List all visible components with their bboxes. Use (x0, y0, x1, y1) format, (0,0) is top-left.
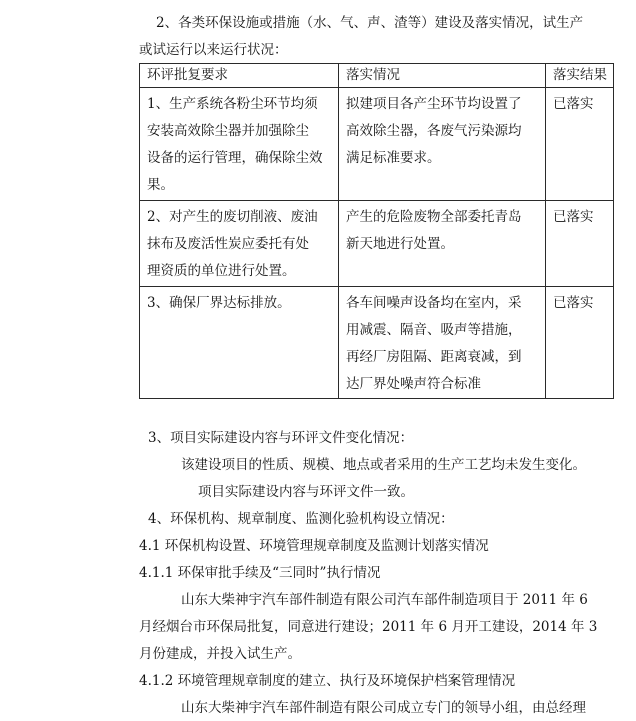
table-row (140, 88, 614, 201)
requirement-text: 1、生产系统各粉尘环节均须 安装高效除尘器并加强除尘 设备的运行管理，确保除尘效 果。 (147, 96, 323, 193)
requirement-cell (140, 201, 339, 287)
result-text: 已落实 (553, 295, 594, 311)
result-text: 已落实 (553, 96, 594, 112)
result-text: 已落实 (553, 209, 594, 225)
section2-heading-line2: 或试运行以来运行状况： (139, 42, 288, 58)
requirements-table (139, 63, 614, 399)
table-header-row (140, 64, 614, 88)
section3-heading: 3、项目实际建设内容与环评文件变化情况： (148, 430, 414, 446)
paragraph1-line3: 月份建成，并投入试生产。 (139, 646, 301, 662)
implementation-cell (339, 88, 546, 201)
header-implementation: 落实情况 (339, 64, 546, 88)
requirement-cell (140, 88, 339, 201)
result-cell (546, 88, 614, 201)
subsection-4-1: 4.1 环保机构设置、环境管理规章制度及监测计划落实情况 (139, 538, 489, 554)
implementation-text: 各车间噪声设备均在室内，采 用减震、隔音、吸声等措施， 再经厂房阻隔、距离衰减，到 达厂界处噪声符合标准 (346, 295, 522, 392)
implementation-cell (339, 287, 546, 399)
table-row (140, 201, 614, 287)
header-result: 落实结果 (546, 64, 614, 88)
section3-line1: 该建设项目的性质、规模、地点或者采用的生产工艺均未发生变化。 (181, 457, 586, 473)
section2-heading-line1: 2、各类环保设施或措施（水、气、声、渣等）建设及落实情况，试生产 (156, 15, 584, 31)
section3-line2: 项目实际建设内容与环评文件一致。 (198, 484, 414, 500)
paragraph1-line2: 月经烟台市环保局批复，同意进行建设；2011 年 6 月开工建设，2014 年 3 (139, 619, 598, 635)
requirement-text: 3、确保厂界达标排放。 (147, 295, 291, 311)
section4-heading: 4、环保机构、规章制度、监测化验机构设立情况： (148, 511, 454, 527)
paragraph1-line1: 山东大柴神宇汽车部件制造有限公司汽车部件制造项目于 2011 年 6 (181, 592, 588, 608)
header-requirement: 环评批复要求 (140, 64, 339, 88)
requirement-cell (140, 287, 339, 399)
requirement-text: 2、对产生的废切削液、废油 抹布及废活性炭应委托有处 理资质的单位进行处置。 (147, 209, 318, 279)
implementation-cell (339, 201, 546, 287)
implementation-text: 拟建项目各产尘环节均设置了 高效除尘器，各废气污染源均 满足标准要求。 (346, 96, 522, 166)
subsection-4-1-1: 4.1.1 环保审批手续及“三同时”执行情况 (139, 565, 381, 581)
implementation-text: 产生的危险废物全部委托青岛 新天地进行处置。 (346, 209, 522, 252)
subsection-4-1-2: 4.1.2 环境管理规章制度的建立、执行及环境保护档案管理情况 (139, 673, 516, 689)
table-row (140, 287, 614, 399)
paragraph2-line1: 山东大柴神宇汽车部件制造有限公司成立专门的领导小组，由总经理 (181, 700, 586, 716)
result-cell (546, 201, 614, 287)
result-cell (546, 287, 614, 399)
